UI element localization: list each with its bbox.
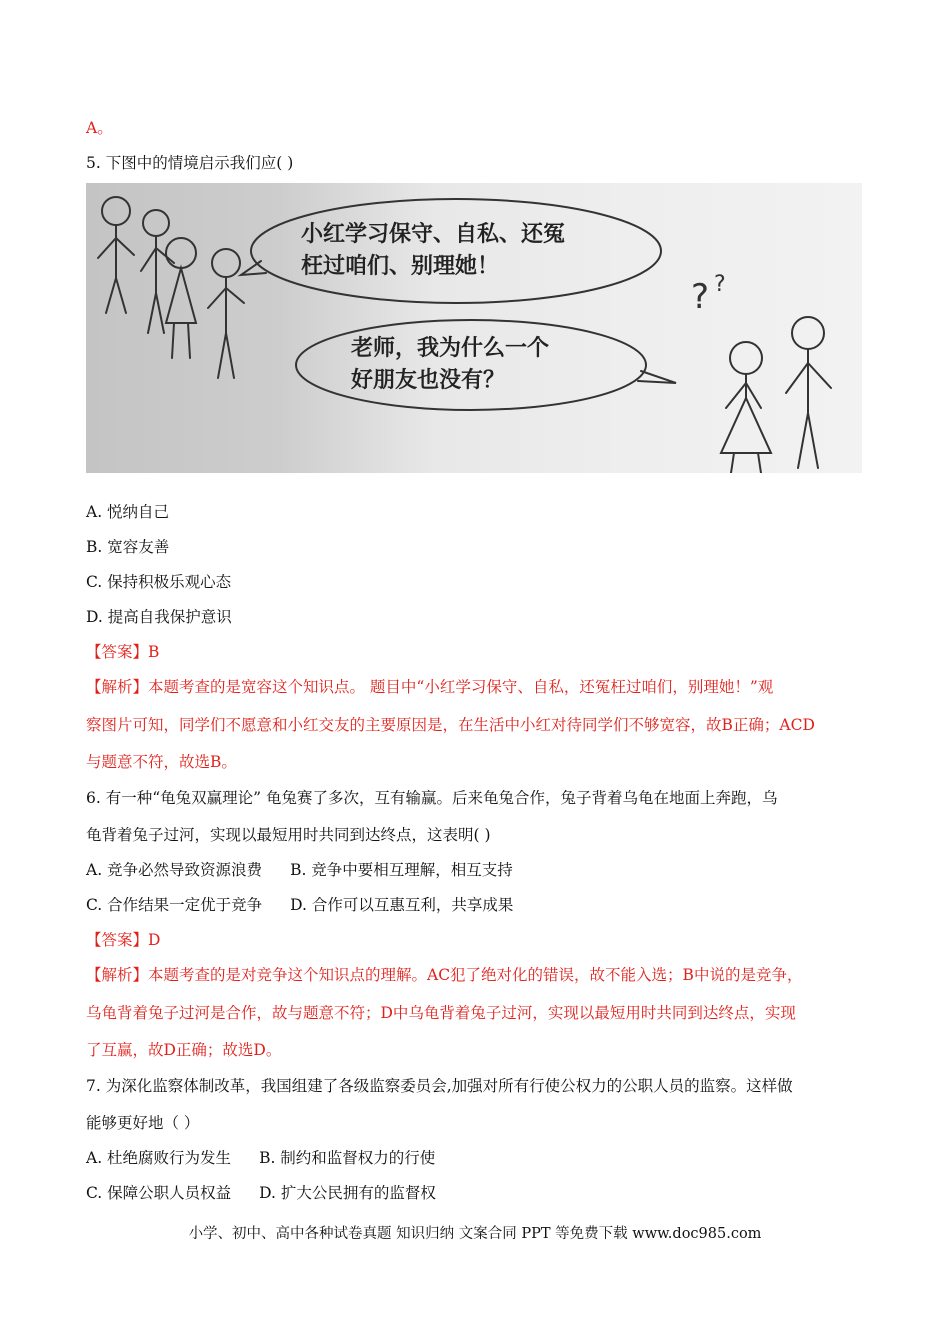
- svg-text:?: ?: [691, 277, 710, 317]
- bubble-2-line-2: 好朋友也没有？: [351, 368, 506, 393]
- q7-option-c: C. 保障公职人员权益: [86, 1184, 232, 1202]
- cartoon-illustration: [86, 183, 862, 473]
- q6-option-a: A. 竞争必然导致资源浪费: [86, 861, 263, 879]
- q5-option-b: B. 宽容友善: [86, 538, 170, 556]
- q5-explanation-2: 察图片可知，同学们不愿意和小红交友的主要原因是，在生活中小红对待同学们不够宽容，故B正确；ACD: [86, 716, 815, 734]
- q6-option-d: D. 合作可以互惠互利，共享成果: [290, 896, 514, 914]
- q7-option-d: D. 扩大公民拥有的监督权: [259, 1184, 436, 1202]
- bubble-1-line-2: 枉过咱们、别理她！: [301, 254, 500, 279]
- page-footer: 小学、初中、高中各种试卷真题 知识归纳 文案合同 PPT 等免费下载 www.doc985.com: [188, 1226, 762, 1242]
- q6-explanation-3: 了互赢，故D正确；故选D。: [86, 1041, 282, 1059]
- q7-option-a: A. 杜绝腐败行为发生: [86, 1149, 232, 1167]
- answer-tail: A。: [86, 119, 113, 137]
- svg-text:?: ?: [714, 272, 726, 297]
- question-7-line-2: 能够更好地（ ）: [86, 1114, 200, 1132]
- q6-option-b: B. 竞争中要相互理解，相互支持: [290, 861, 513, 879]
- q7-option-b: B. 制约和监督权力的行使: [259, 1149, 436, 1167]
- q6-option-c: C. 合作结果一定优于竞争: [86, 896, 263, 914]
- question-7-line-1: 7. 为深化监察体制改革，我国组建了各级监察委员会,加强对所有行使公权力的公职人员的监察。这样做: [86, 1077, 793, 1095]
- q5-option-a: A. 悦纳自己: [86, 503, 170, 521]
- bubble-1-line-1: 小红学习保守、自私、还冤: [301, 222, 566, 247]
- q6-explanation-2: 乌龟背着兔子过河是合作，故与题意不符；D中乌龟背着兔子过河，实现以最短用时共同到达终点，实现: [86, 1004, 796, 1022]
- q5-option-d: D. 提高自我保护意识: [86, 608, 232, 626]
- q6-answer: 【答案】D: [86, 931, 161, 949]
- q5-explanation-1: 【解析】本题考查的是宽容这个知识点。 题目中“小红学习保守、自私，还冤枉过咱们，别理她！”观: [86, 678, 774, 696]
- q5-explanation-3: 与题意不符，故选B。: [86, 753, 237, 771]
- bubble-2-line-1: 老师，我为什么一个: [351, 336, 550, 361]
- q5-answer: 【答案】B: [86, 643, 160, 661]
- q5-option-c: C. 保持积极乐观心态: [86, 573, 232, 591]
- question-6-line-1: 6. 有一种“龟兔双赢理论” 龟兔赛了多次，互有输赢。后来龟兔合作，兔子背着乌龟在地面上奔跑，乌: [86, 789, 778, 807]
- question-6-line-2: 龟背着兔子过河，实现以最短用时共同到达终点，这表明( ): [86, 826, 491, 844]
- q6-explanation-1: 【解析】本题考查的是对竞争这个知识点的理解。AC犯了绝对化的错误，故不能入选；B中说的是竞争，: [86, 966, 803, 984]
- question-5: 5. 下图中的情境启示我们应( ): [86, 154, 294, 172]
